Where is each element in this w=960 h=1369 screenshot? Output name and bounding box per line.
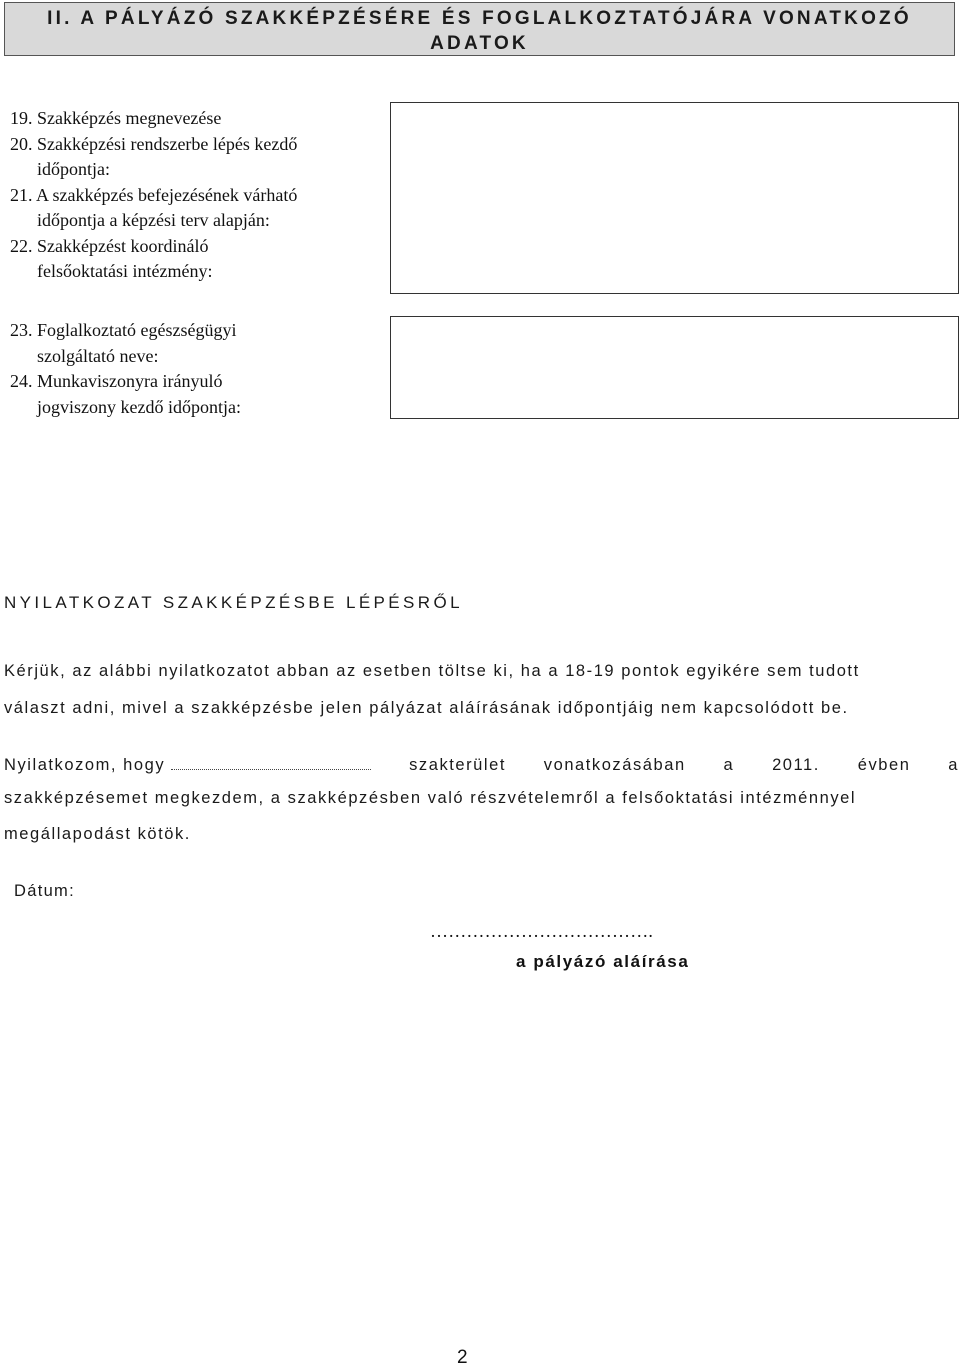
field-label: A szakképzés befejezésének várható <box>36 184 298 205</box>
field-label: Foglalkoztató egészségügyi <box>37 320 237 340</box>
field-label: Munkaviszonyra irányuló <box>37 371 223 391</box>
declaration-word: vonatkozásában <box>543 756 686 774</box>
field-number: 19. <box>10 108 33 128</box>
page-number: 2 <box>457 1347 468 1368</box>
field-number: 22. <box>10 235 33 256</box>
field-21 <box>10 183 297 234</box>
field-label-cont: időpontja: <box>37 159 110 179</box>
signature-line[interactable]: ………………………………. <box>430 921 654 941</box>
field-number: 24. <box>10 371 33 391</box>
date-label: Dátum: <box>14 882 75 900</box>
section-title-line2: ADATOK <box>430 33 529 54</box>
field-label: Szakképzés megnevezése <box>37 108 222 128</box>
form-value-box-b[interactable] <box>390 316 959 419</box>
declaration-start: Nyilatkozom, hogy <box>4 756 371 775</box>
field-label: Szakképzési rendszerbe lépés kezdő <box>37 133 298 154</box>
field-label-cont: szolgáltató neve: <box>37 345 159 366</box>
declaration-word: szakterület <box>409 756 506 774</box>
field-24 <box>10 369 241 420</box>
statement-title: NYILATKOZAT SZAKKÉPZÉSBE LÉPÉSRŐL <box>4 593 463 612</box>
field-19 <box>10 106 297 132</box>
field-label: Szakképzést koordináló <box>37 235 209 256</box>
form-labels-a <box>10 106 297 285</box>
field-label-cont: időpontja a képzési terv alapján: <box>37 210 270 230</box>
signature-caption: a pályázó aláírása <box>516 952 690 971</box>
field-22 <box>10 234 297 285</box>
form-labels-b <box>10 318 241 420</box>
declaration-line3: megállapodást kötök. <box>4 825 191 843</box>
declaration-word: 2011. <box>772 756 820 774</box>
declaration-line2: szakképzésemet megkezdem, a szakképzésben való részvételemről a felsőoktatási intézménnyel <box>4 789 857 807</box>
field-number: 21. <box>10 184 33 205</box>
section-title-line1: II. A PÁLYÁZÓ SZAKKÉPZÉSÉRE ÉS FOGLALKOZTATÓJÁRA VONATKOZÓ <box>47 8 912 29</box>
form-value-box-a[interactable] <box>390 102 959 294</box>
field-number: 20. <box>10 133 33 154</box>
statement-intro-line2: választ adni, mivel a szakképzésbe jelen pályázat aláírásának időpontjáig nem kapcsolódott be. <box>4 699 849 717</box>
field-20 <box>10 132 297 183</box>
statement-intro-line1: Kérjük, az alábbi nyilatkozatot abban az esetben töltse ki, ha a 18-19 pontok egyikére sem tudott <box>4 662 860 680</box>
section-header <box>4 2 955 56</box>
field-number: 23. <box>10 320 33 340</box>
field-of-study-blank[interactable] <box>171 759 371 770</box>
declaration-word: a <box>723 756 735 774</box>
declaration-word: évben <box>857 756 911 774</box>
field-label-cont: felsőoktatási intézmény: <box>37 261 213 281</box>
field-label-cont: jogviszony kezdő időpontja: <box>37 396 241 417</box>
field-23 <box>10 318 241 369</box>
declaration-line1 <box>4 756 959 775</box>
declaration-word: a <box>948 756 959 774</box>
